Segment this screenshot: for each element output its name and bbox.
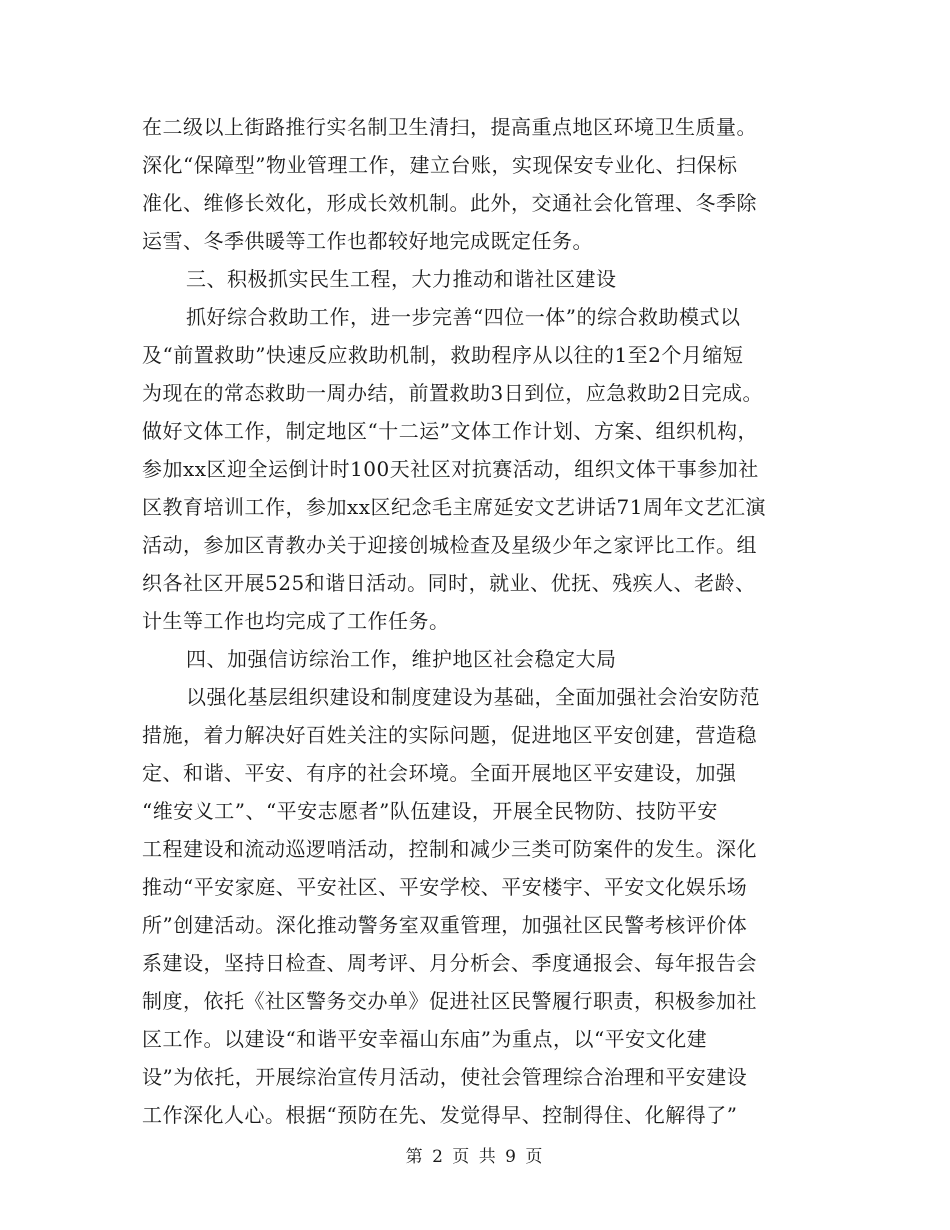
paragraph-line: 所”创建活动。深化推动警务室双重管理，加强社区民警考核评价体	[142, 913, 748, 937]
paragraph-line: 为现在的常态救助一周办结，前置救助3日到位，应急救助2日完成。	[142, 381, 763, 405]
section-heading: 四、加强信访综治工作，维护地区社会稳定大局	[186, 647, 617, 671]
paragraph-line: 系建设，坚持日检查、周考评、月分析会、季度通报会、每年报告会	[142, 951, 757, 975]
page-number-footer: 第 2 页 共 9 页	[405, 1147, 545, 1167]
paragraph-line: 及“前置救助”快速反应救助机制，救助程序从以往的1至2个月缩短	[142, 343, 744, 367]
paragraph-line: 以强化基层组织建设和制度建设为基础，全面加强社会治安防范	[186, 685, 760, 709]
paragraph-line: 区教育培训工作，参加xx区纪念毛主席延安文艺讲话71周年文艺汇演	[142, 495, 767, 519]
paragraph-line: 织各社区开展525和谐日活动。同时，就业、优抚、残疾人、老龄、	[142, 571, 756, 595]
paragraph-line: 计生等工作也均完成了工作任务。	[142, 609, 450, 633]
paragraph-line: 准化、维修长效化，形成长效机制。此外，交通社会化管理、冬季除	[142, 191, 757, 215]
paragraph-line: 运雪、冬季供暖等工作也都较好地完成既定任务。	[142, 229, 593, 253]
paragraph-line: 深化“保障型”物业管理工作，建立台账，实现保安专业化、扫保标	[142, 153, 738, 177]
paragraph-line: 推动“平安家庭、平安社区、平安学校、平安楼宇、平安文化娱乐场	[142, 875, 748, 899]
paragraph-line: “维安义工”、“平安志愿者”队伍建设，开展全民物防、技防平安	[142, 799, 718, 823]
paragraph-line: 工程建设和流动巡逻哨活动，控制和减少三类可防案件的发生。深化	[142, 837, 757, 861]
paragraph-line: 区工作。以建设“和谐平安幸福山东庙”为重点，以“平安文化建	[142, 1027, 708, 1051]
paragraph-line: 活动，参加区青教办关于迎接创城检查及星级少年之家评比工作。组	[142, 533, 757, 557]
paragraph-line: 定、和谐、平安、有序的社会环境。全面开展地区平安建设，加强	[142, 761, 737, 785]
paragraph-line: 参加xx区迎全运倒计时100天社区对抗赛活动，组织文体干事参加社	[142, 457, 759, 481]
paragraph-line: 设”为依托，开展综治宣传月活动，使社会管理综合治理和平安建设	[142, 1065, 748, 1089]
paragraph-line: 工作深化人心。根据“预防在先、发觉得早、控制得住、化解得了”	[142, 1103, 738, 1127]
paragraph-line: 在二级以上街路推行实名制卫生清扫，提高重点地区环境卫生质量。	[142, 115, 757, 139]
paragraph-line: 做好文体工作，制定地区“十二运”文体工作计划、方案、组织机构，	[142, 419, 758, 443]
paragraph-line: 制度，依托《社区警务交办单》促进社区民警履行职责，积极参加社	[142, 989, 757, 1013]
paragraph-line: 措施，着力解决好百姓关注的实际问题，促进地区平安创建，营造稳	[142, 723, 757, 747]
section-heading: 三、积极抓实民生工程，大力推动和谐社区建设	[186, 267, 617, 291]
paragraph-line: 抓好综合救助工作，进一步完善“四位一体”的综合救助模式以	[186, 305, 741, 329]
